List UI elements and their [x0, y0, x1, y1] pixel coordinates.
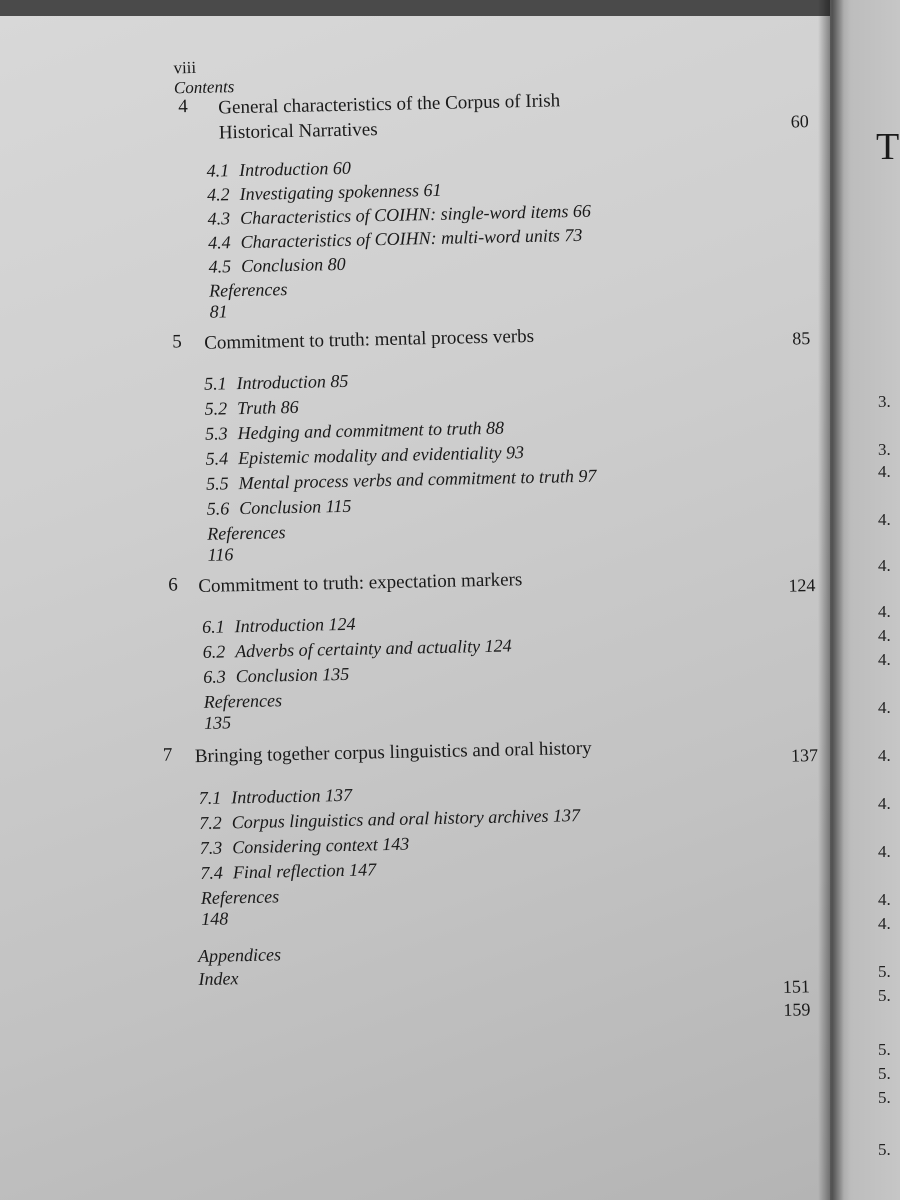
- section-4-4[interactable]: [208, 225, 583, 254]
- chapter-title-line-1: Commitment to truth: mental process verbs: [204, 325, 535, 354]
- section-number: 7.3: [199, 837, 223, 858]
- section-title: Corpus linguistics and oral history archives 137: [231, 805, 581, 833]
- section-number: 6.3: [203, 666, 226, 687]
- section-title: Conclusion 115: [238, 495, 352, 519]
- edge-number: 3.: [878, 440, 891, 459]
- section-7-4[interactable]: [200, 859, 376, 884]
- section-4-1[interactable]: [206, 158, 351, 182]
- chapter-title: [204, 319, 764, 356]
- section-title: Truth 86: [236, 396, 299, 419]
- section-number: 5.3: [204, 423, 228, 444]
- index-page-number: 159: [783, 999, 811, 1020]
- edge-number: 5.: [878, 986, 891, 1005]
- chapter-number: 7: [162, 744, 173, 766]
- section-title: Adverbs of certainty and actuality 124: [234, 635, 512, 662]
- chapter-title: [195, 732, 755, 769]
- chapter-number: 4: [178, 96, 188, 118]
- edge-number: 4.: [878, 510, 891, 529]
- chapter-page-number: 60: [790, 111, 809, 132]
- section-5-2[interactable]: [204, 397, 298, 420]
- section-title: Characteristics of COIHN: single-word items 66: [239, 200, 592, 229]
- section-number: 4.3: [207, 208, 231, 229]
- section-number: 7.2: [199, 812, 222, 834]
- section-title: Introduction 85: [236, 370, 349, 394]
- edge-number: 4.: [878, 890, 891, 909]
- chapter-number: 6: [168, 574, 179, 596]
- edge-number: 4.: [878, 626, 891, 645]
- chapter-title-line-2: Historical Narratives: [218, 119, 378, 144]
- edge-number: 4.: [878, 914, 891, 933]
- section-number: 4.1: [206, 160, 230, 181]
- chapter-number: 5: [171, 331, 182, 353]
- section-number: 5.1: [203, 373, 227, 394]
- section-title: Characteristics of COIHN: multi-word units 73: [240, 224, 583, 253]
- section-6-3[interactable]: [203, 664, 349, 688]
- edge-number: 4.: [878, 462, 891, 481]
- chapter-title-line-1: Commitment to truth: expectation markers: [198, 569, 523, 597]
- chapter-title: [198, 562, 758, 599]
- chapter-title-line-1: General characteristics of the Corpus of Irish: [218, 90, 561, 119]
- section-number: 4.5: [208, 256, 232, 277]
- section-title: Conclusion 135: [235, 663, 350, 687]
- references-ch5[interactable]: References 116: [207, 522, 286, 565]
- section-number: 7.4: [200, 862, 224, 883]
- section-5-3[interactable]: [205, 418, 504, 445]
- section-number: 5.2: [204, 398, 228, 419]
- chapter-title: [218, 84, 779, 146]
- section-6-1[interactable]: [202, 614, 356, 638]
- edge-number: 5.: [878, 1088, 891, 1107]
- section-7-2[interactable]: [199, 805, 580, 834]
- section-6-2[interactable]: [202, 635, 511, 662]
- section-4-2[interactable]: [207, 180, 442, 206]
- section-title: Introduction 60: [238, 157, 352, 181]
- edge-number: 5.: [878, 962, 891, 981]
- appendices-page-number: 151: [782, 976, 811, 997]
- references-ch6[interactable]: References 135: [203, 690, 283, 733]
- section-title: Introduction 124: [234, 613, 356, 637]
- edge-number: 4.: [878, 556, 891, 575]
- section-number: 4.4: [207, 232, 231, 253]
- section-number: 4.2: [206, 184, 230, 205]
- header-page-number: viii: [173, 57, 197, 78]
- chapter-page-number: 85: [792, 328, 811, 349]
- edge-number: 5.: [878, 1140, 891, 1159]
- section-5-5[interactable]: [206, 466, 597, 495]
- section-title: Final reflection 147: [232, 859, 377, 883]
- section-title: Introduction 137: [231, 784, 353, 808]
- section-title: Conclusion 80: [240, 253, 346, 277]
- section-5-1[interactable]: [204, 371, 349, 395]
- section-5-6[interactable]: [206, 496, 351, 520]
- edge-number: 3.: [878, 392, 891, 411]
- facing-page-title-letter: T: [876, 126, 900, 168]
- chapter-page-number: 124: [788, 575, 816, 596]
- section-title: Epistemic modality and evidentiality 93: [237, 442, 525, 469]
- edge-number: 5.: [878, 1040, 891, 1059]
- section-7-1[interactable]: [199, 785, 353, 809]
- section-number: 6.2: [202, 641, 226, 662]
- section-title: Hedging and commitment to truth 88: [237, 417, 505, 444]
- appendices-entry[interactable]: Appendices: [197, 944, 282, 967]
- edge-number: 4.: [878, 602, 891, 621]
- running-header: [173, 57, 234, 98]
- section-number: 5.5: [205, 473, 229, 494]
- section-title: Mental process verbs and commitment to truth 97: [238, 465, 597, 494]
- section-7-3[interactable]: [200, 834, 410, 859]
- chapter-title-line-1: Bringing together corpus linguistics and oral history: [194, 737, 592, 768]
- edge-number: 4.: [878, 698, 891, 717]
- edge-number: 5.: [878, 1064, 891, 1083]
- section-number: 6.1: [201, 616, 225, 637]
- edge-number: 4.: [878, 794, 891, 813]
- references-ch4[interactable]: References 81: [208, 279, 288, 322]
- section-4-5[interactable]: [208, 254, 345, 278]
- section-number: 5.4: [205, 448, 229, 469]
- edge-number: 4.: [878, 842, 891, 861]
- chapter-page-number: 137: [790, 745, 819, 766]
- section-number: 5.6: [206, 498, 230, 519]
- section-title: Investigating spokenness 61: [239, 179, 442, 205]
- section-number: 7.1: [198, 787, 222, 809]
- edge-number: 4.: [878, 650, 891, 669]
- header-label: Contents: [173, 77, 235, 98]
- index-entry[interactable]: Index: [198, 968, 239, 990]
- section-title: Considering context 143: [232, 833, 410, 858]
- edge-number: 4.: [878, 746, 891, 765]
- references-ch7[interactable]: References 148: [200, 886, 280, 929]
- section-5-4[interactable]: [205, 442, 524, 470]
